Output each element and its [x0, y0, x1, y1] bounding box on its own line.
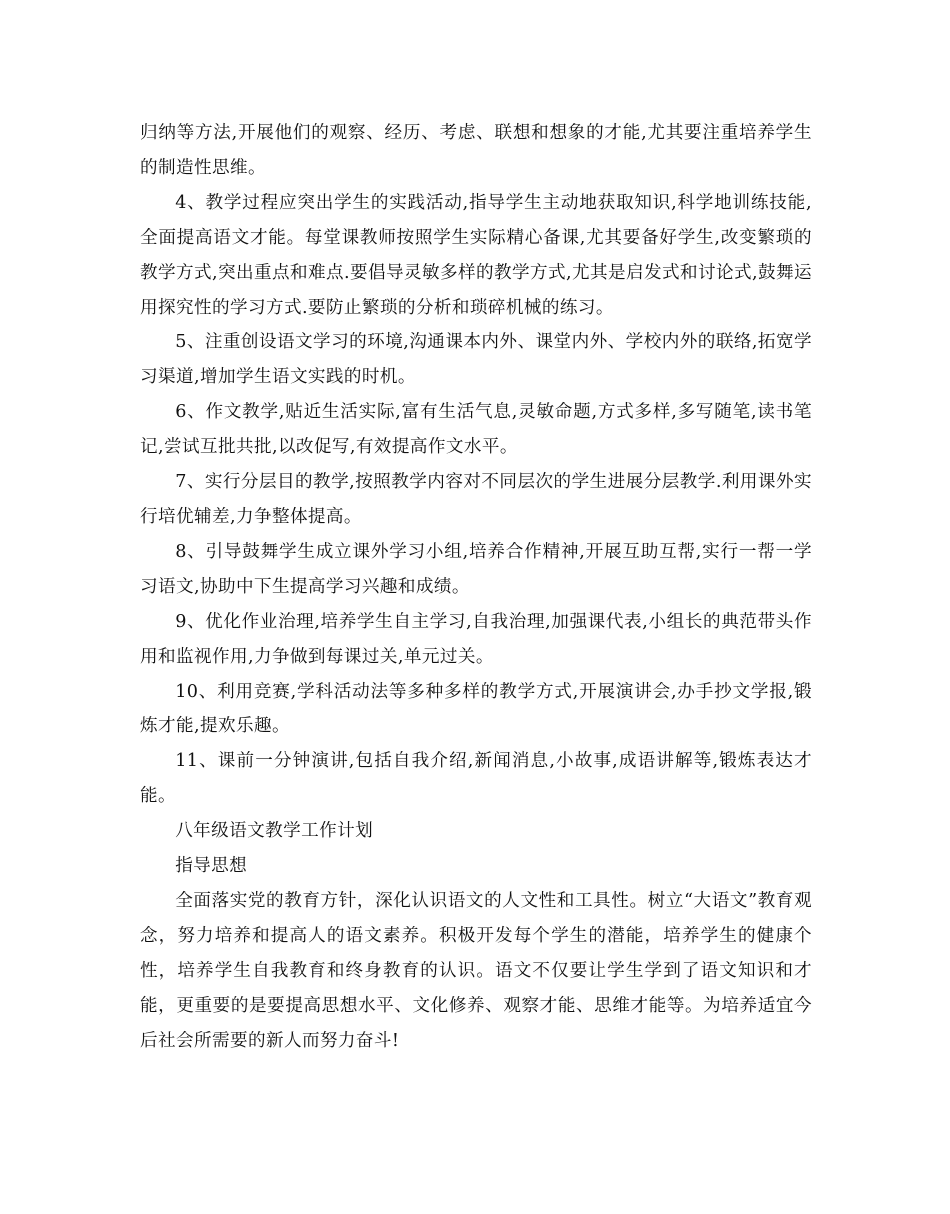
paragraph-item-10: 10、利用竞赛,学科活动法等多种多样的教学方式,开展演讲会,办手抄文学报,锻炼才能,提欢乐趣。 [140, 681, 812, 737]
paragraph-item-7: 7、实行分层目的教学,按照教学内容对不同层次的学生进展分层教学.利用课外实行培优辅差,力争整体提高。 [140, 472, 812, 527]
paragraph-item-11: 11、课前一分钟演讲,包括自我介绍,新闻消息,小故事,成语讲解等,锻炼表达才能。 [140, 751, 812, 807]
paragraph-item-5: 5、注重创设语文学习的环境,沟通课本内外、课堂内外、学校内外的联络,拓宽学习渠道,增加学生语文实践的时机。 [140, 332, 812, 388]
section-heading-plan: 八年级语文教学工作计划 [175, 821, 374, 842]
paragraph-methods-continuation: 归纳等方法,开展他们的观察、经历、考虑、联想和想象的才能,尤其要注重培养学生的制造性思维。 [140, 123, 812, 178]
paragraph-item-9: 9、优化作业治理,培养学生自主学习,自我治理,加强课代表,小组长的典范带头作用和监视作用,力争做到每课过关,单元过关。 [140, 611, 812, 667]
document-body [140, 116, 812, 1058]
paragraph-guiding-ideology: 全面落实党的教育方针，深化认识语文的人文性和工具性。树立“大语文”教育观念，努力培养和提高人的语文素养。积极开发每个学生的潜能，培养学生的健康个性，培养学生自我教育和终身教育的认识。语文不仅要让学生学到了语文知识和才能，更重要的是要提高思想水平、文化修养、观察才能、思维才能等。为培养适宜今后社会所需要的新人而努力奋斗! [140, 890, 812, 1051]
paragraph-item-6: 6、作文教学,贴近生活实际,富有生活气息,灵敏命题,方式多样,多写随笔,读书笔记,尝试互批共批,以改促写,有效提高作文水平。 [140, 402, 812, 458]
paragraph-item-8: 8、引导鼓舞学生成立课外学习小组,培养合作精神,开展互助互帮,实行一帮一学习语文,协助中下生提高学习兴趣和成绩。 [140, 541, 812, 597]
section-heading-guiding-ideology: 指导思想 [175, 856, 248, 877]
paragraph-item-4: 4、教学过程应突出学生的实践活动,指导学生主动地获取知识,科学地训练技能,全面提高语文才能。每堂课教师按照学生实际精心备课,尤其要备好学生,改变繁琐的教学方式,突出重点和难点.要倡导灵敏多样的教学方式,尤其是启发式和讨论式,鼓舞运用探究性的学习方式.要防止繁琐的分析和琐碎机械的练习。 [140, 192, 812, 318]
